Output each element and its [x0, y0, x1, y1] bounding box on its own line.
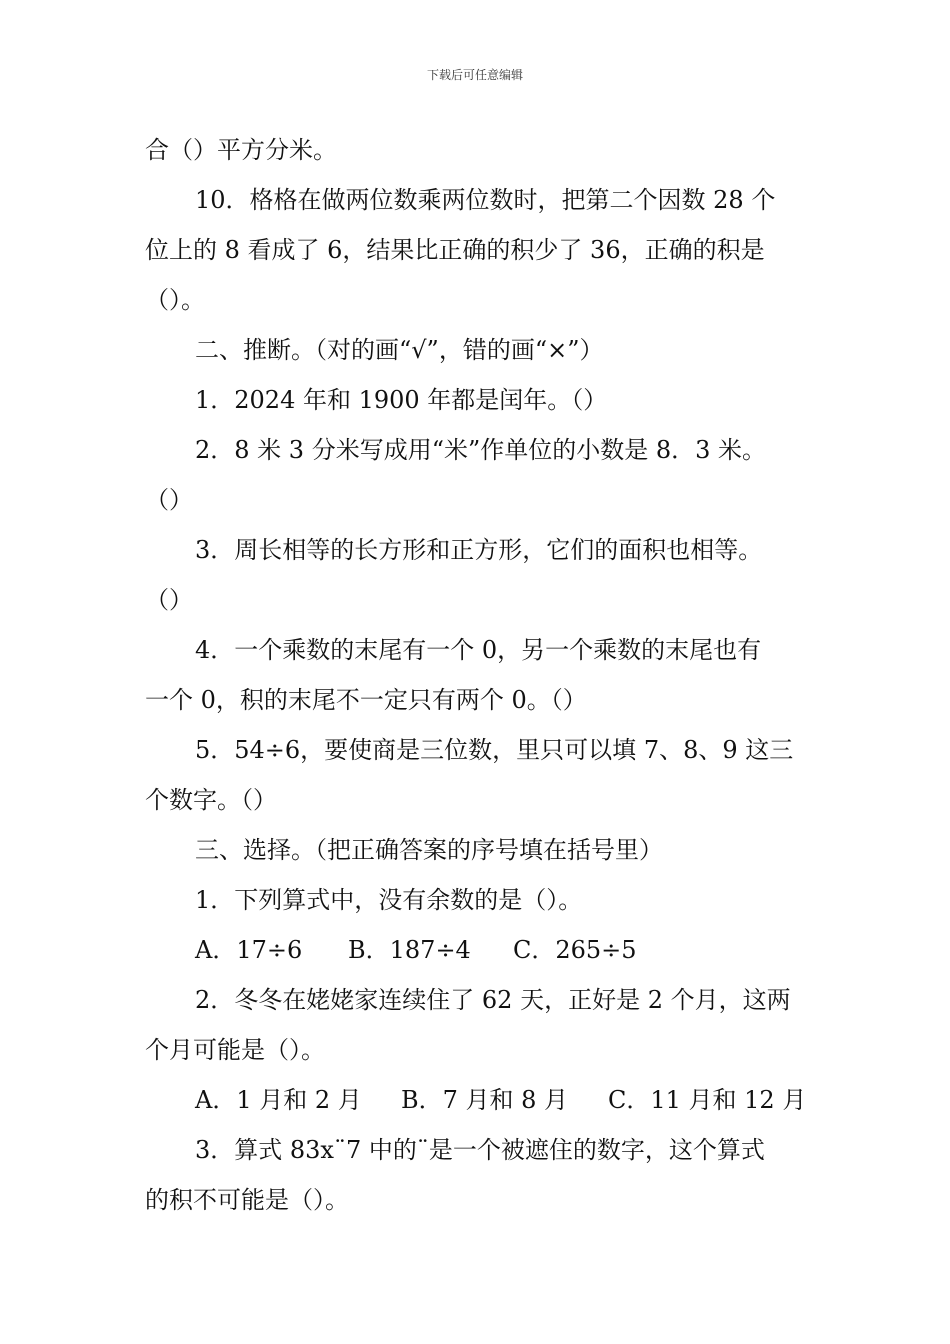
- option-a: A．17÷6: [195, 936, 303, 964]
- text-line: 位上的 8 看成了 6，结果比正确的积少了 36，正确的积是: [145, 236, 765, 264]
- option-b: B．187÷4: [348, 936, 471, 964]
- section-heading-judgement: 二、推断。（对的画“√”，错的画“×”）: [195, 336, 604, 364]
- option-c: C．265÷5: [513, 936, 637, 964]
- option-c: C．11 月和 12 月: [608, 1086, 807, 1114]
- option-a: A．1 月和 2 月: [195, 1086, 362, 1114]
- text-line: （）。: [145, 286, 205, 314]
- option-b: B．7 月和 8 月: [401, 1086, 569, 1114]
- choice-3: 3．算式 83x¨7 中的¨是一个被遮住的数字，这个算式: [195, 1136, 765, 1164]
- page-header: 下载后可任意编辑: [426, 68, 523, 82]
- question-10: 10．格格在做两位数乘两位数时，把第二个因数 28 个: [195, 186, 776, 214]
- text-line: 个数字。（）: [145, 786, 277, 814]
- answer-blank: （）: [145, 586, 193, 614]
- text-line: 个月可能是（）。: [145, 1036, 325, 1064]
- answer-blank: （）: [145, 486, 193, 514]
- choice-1: 1．下列算式中，没有余数的是（）。: [195, 886, 583, 914]
- judgement-5: 5．54÷6，要使商是三位数，里只可以填 7、8、9 这三: [195, 736, 794, 764]
- judgement-1: 1．2024 年和 1900 年都是闰年。（）: [195, 386, 608, 414]
- judgement-2: 2．8 米 3 分米写成用“米”作单位的小数是 8．3 米。: [195, 436, 767, 464]
- section-heading-choice: 三、选择。（把正确答案的序号填在括号里）: [195, 836, 663, 864]
- choice-2: 2．冬冬在姥姥家连续住了 62 天，正好是 2 个月，这两: [195, 986, 791, 1014]
- judgement-3: 3．周长相等的长方形和正方形，它们的面积也相等。: [195, 536, 763, 564]
- text-line: 合（）平方分米。: [145, 136, 337, 164]
- text-line: 的积不可能是（）。: [145, 1186, 349, 1214]
- choice-1-options: [195, 936, 637, 964]
- text-line: 一个 0，积的末尾不一定只有两个 0。（）: [145, 686, 587, 714]
- judgement-4: 4．一个乘数的末尾有一个 0，另一个乘数的末尾也有: [195, 636, 762, 664]
- choice-2-options: [195, 1086, 806, 1114]
